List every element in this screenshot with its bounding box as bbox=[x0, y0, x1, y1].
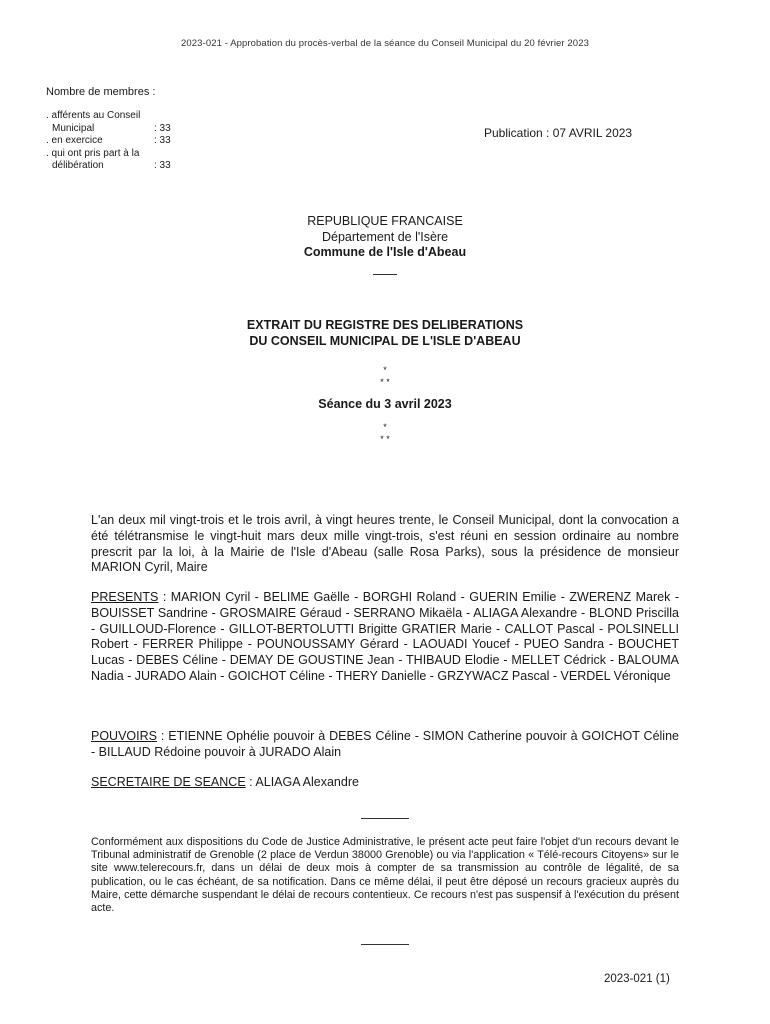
members-row-label: . qui ont pris part à la bbox=[46, 147, 140, 159]
members-row bbox=[46, 123, 186, 136]
members-row bbox=[46, 110, 186, 123]
members-count-block bbox=[46, 110, 186, 173]
republic-heading bbox=[0, 214, 770, 261]
republic-title: REPUBLIQUE FRANCAISE bbox=[307, 214, 463, 228]
presents-label: PRESENTS bbox=[91, 590, 159, 604]
pouvoirs-label: POUVOIRS bbox=[91, 729, 157, 743]
secretaire-label: SECRETAIRE DE SEANCE bbox=[91, 775, 246, 789]
footer-divider bbox=[361, 944, 409, 945]
members-row-label: délibération bbox=[52, 160, 104, 171]
members-row-value: : 33 bbox=[154, 160, 171, 171]
star-pair: * * bbox=[380, 377, 390, 387]
members-row-value bbox=[154, 148, 186, 161]
extrait-line-1: EXTRAIT DU REGISTRE DES DELIBERATIONS bbox=[246, 318, 524, 332]
presents-paragraph bbox=[91, 590, 679, 685]
presents-list: : MARION Cyril - BELIME Gaëlle - BORGHI Roland - GUERIN Emilie - ZWERENZ Marek - BOUISSET Sandrine - GROSMAIRE Géraud - SERRANO Mikaëla - ALIAGA Alexandre - BLOND Priscilla - GUILLOUD-Florence - GILLOT-BERTOLUTTI Brigitte GRATIER Marie - CALLOT Pascal - POLSINELLI Robert - FERRER Philippe - POUNOUSSAMY Gérard - LAOUADI Youcef - PUEO Sandra - BOUCHET Lucas - DEBES Céline - DEMAY DE GOUSTINE Jean - THIBAUD Elodie - MELLET Cédrick - BALOUMA Nadia - JURADO Alain - GOICHOT Céline - THERY Danielle - GRZYWACZ Pascal - VERDEL Véronique bbox=[91, 590, 679, 683]
department-name: Département de l'Isère bbox=[321, 229, 449, 244]
star-single: * bbox=[383, 365, 387, 375]
section-divider bbox=[361, 818, 409, 819]
members-row bbox=[46, 135, 186, 148]
members-row bbox=[46, 148, 186, 161]
pouvoirs-paragraph bbox=[91, 729, 679, 761]
seance-date: Séance du 3 avril 2023 bbox=[318, 397, 452, 411]
members-row-value: : 33 bbox=[154, 135, 171, 146]
members-row-value bbox=[154, 110, 186, 123]
secretaire-paragraph bbox=[91, 775, 679, 791]
members-row-value: : 33 bbox=[154, 122, 171, 134]
stars-ornament-bottom bbox=[0, 421, 770, 445]
intro-paragraph: L'an deux mil vingt-trois et le trois avril, à vingt heures trente, le Conseil Municipal, dont la convocation a été télétransmise le vingt-huit mars deux mille vingt-trois, s'est réuni en session ordinaire au nombre prescrit par la loi, à la Mairie de l'Isle d'Abeau (salle Rosa Parks), sous la présidence de monsieur MARION Cyril, Maire bbox=[91, 513, 679, 575]
extrait-line-2: DU CONSEIL MUNICIPAL DE L'ISLE D'ABEAU bbox=[249, 333, 521, 348]
star-single: * bbox=[383, 422, 387, 432]
members-row bbox=[46, 160, 186, 173]
commune-name: Commune de l'Isle d'Abeau bbox=[303, 245, 467, 259]
stars-ornament-top bbox=[0, 364, 770, 388]
running-header: 2023-021 - Approbation du procès-verbal de la séance du Conseil Municipal du 20 février 2023 bbox=[181, 38, 589, 49]
members-row-label: . en exercice bbox=[46, 135, 103, 146]
members-row-label: . afférents au Conseil bbox=[46, 110, 141, 121]
legal-notice: Conformément aux dispositions du Code de Justice Administrative, le présent acte peut faire l'objet d'un recours devant le Tribunal administratif de Grenoble (2 place de Verdun 38000 Grenoble) ou via l'application « Télé-recours Citoyens» sur le site www.telerecours.fr, dans un délai de deux mois à compter de sa transmission au contrôle de légalité, de sa publication, ou le cas échéant, de sa notification. Dans ce même délai, il peut être déposé un recours gracieux auprès du Maire, cette démarche suspendant le délai de recours contentieux. Ce recours n'est pas suspensif à l'exécution du présent acte. bbox=[91, 836, 679, 915]
publication-date: Publication : 07 AVRIL 2023 bbox=[484, 126, 633, 140]
star-pair: * * bbox=[380, 434, 390, 444]
secretaire-name: : ALIAGA Alexandre bbox=[245, 775, 359, 789]
page-reference: 2023-021 (1) bbox=[604, 973, 670, 985]
extrait-title bbox=[0, 318, 770, 349]
pouvoirs-list: : ETIENNE Ophélie pouvoir à DEBES Céline - SIMON Catherine pouvoir à GOICHOT Céline - BILLAUD Rédoine pouvoir à JURADO Alain bbox=[91, 729, 679, 759]
members-row-label: Municipal bbox=[52, 122, 95, 134]
heading-divider bbox=[373, 274, 397, 275]
members-title: Nombre de membres : bbox=[46, 86, 156, 98]
